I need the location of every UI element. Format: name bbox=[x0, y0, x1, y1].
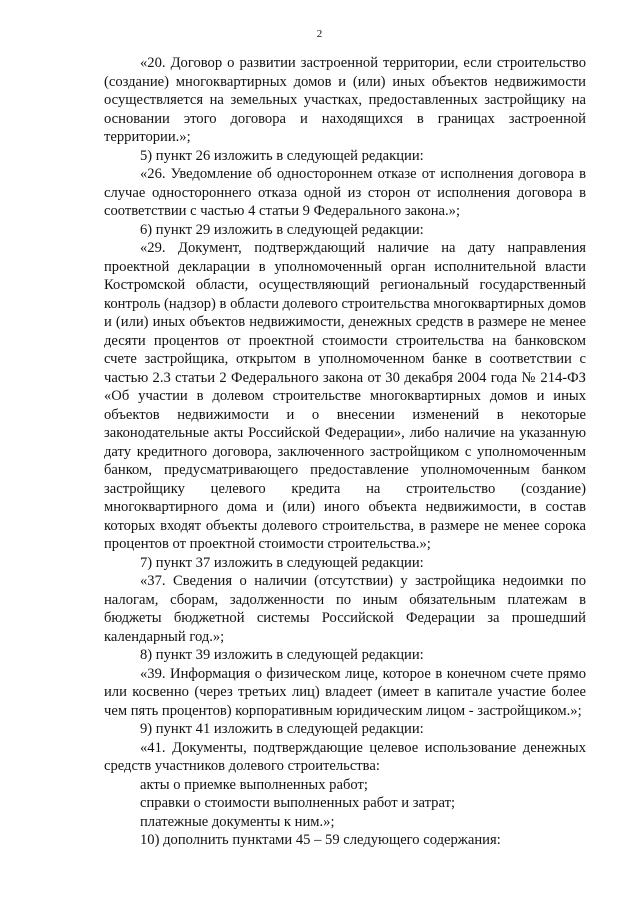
amendment-6-instruction: 6) пункт 29 изложить в следующей редакции: bbox=[140, 221, 424, 238]
paragraph-item-37-text: «37. Сведения о наличии (отсутствии) у застройщика недоимки по налогам, сборам, задолженности по иным обязательным платежам в бюджеты бюджетной системы Российской Федерации за прошедший календарный год.»; bbox=[104, 573, 586, 645]
list-item-cost-certificates: справки о стоимости выполненных работ и затрат; bbox=[140, 795, 456, 811]
paragraph-item-29-text: «29. Документ, подтверждающий наличие на дату направления проектной декларации в уполномоченный орган исполнительной власти Костромской области, осуществляющий региональный государственный контроль (надзор) в области долевого строительства многоквартирных домов и (или) иных объектов недвижимости, денежных средств в размере не менее десяти процентов от проектной стоимости строительства на банковском счете застройщика, открытом в уполномоченном банке в соответствии с частью 2.3 статьи 2 Федерального закона от 30 декабря 2004 года № 214-ФЗ «Об участии в долевом строительстве многоквартирных домов и иных объектов недвижимости и о внесении изменений в некоторые законодательные акты Российской Федерации», либо наличие на указанную дату кредитного договора, заключенного застройщиком с уполномоченным банком, предусматривающего предоставление уполномоченным банком застройщику целевого кредита на строительство (создание) многоквартирного дома и (или) иного объекта недвижимости, в состав которых входят объекты долевого строительства, в размере не менее сорока процентов от проектной стоимости строительства.»; bbox=[104, 240, 586, 552]
paragraph-item-39-text: «39. Информация о физическом лице, которое в конечном счете прямо или косвенно (через третьих лиц) владеет (имеет в капитале участие более чем пять процентов) корпоративным юридическим лицом - застройщиком.»; bbox=[104, 665, 586, 719]
list-item-acceptance-acts: акты о приемке выполненных работ; bbox=[140, 776, 368, 793]
amendment-7-instruction: 7) пункт 37 изложить в следующей редакции: bbox=[140, 554, 424, 571]
document-body bbox=[104, 54, 586, 850]
paragraph-item-41-text: «41. Документы, подтверждающие целевое использование денежных средств участников долевого строительства: bbox=[104, 739, 586, 774]
amendment-10-instruction: 10) дополнить пунктами 45 – 59 следующего содержания: bbox=[140, 832, 501, 848]
amendment-5-instruction: 5) пункт 26 изложить в следующей редакции: bbox=[140, 147, 424, 164]
paragraph-item-26-text: «26. Уведомление об одностороннем отказе от исполнения договора в случае одностороннего отказа одной из сторон от исполнения договора в соответствии с частью 4 статьи 9 Федерального закона.»; bbox=[104, 166, 586, 219]
amendment-9-instruction: 9) пункт 41 изложить в следующей редакции: bbox=[140, 721, 424, 737]
paragraph-item-20-text: «20. Договор о развитии застроенной территории, если строительство (создание) многоквартирных домов и (или) иных объектов недвижимости осуществляется на земельных участках, предоставленных застройщику на основании этого договора и находящихся в границах застроенной территории.»; bbox=[104, 55, 586, 145]
page-number: 2 bbox=[316, 28, 323, 40]
list-item-payment-documents: платежные документы к ним.»; bbox=[140, 813, 335, 830]
amendment-8-instruction: 8) пункт 39 изложить в следующей редакции: bbox=[140, 647, 424, 663]
